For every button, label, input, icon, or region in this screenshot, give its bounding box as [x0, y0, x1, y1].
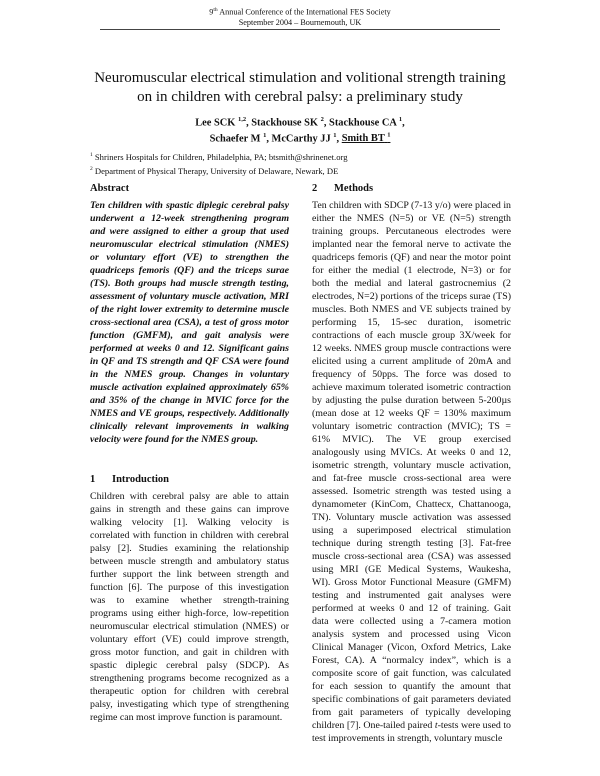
header-rule: [100, 29, 500, 30]
author-affiliation: 1: [333, 131, 337, 139]
author: Stackhouse SK: [251, 117, 318, 129]
affiliation-1: $^1$ Shriners Hospitals for Children, Philadelphia, PA; btsmith@shrinenet.org: [90, 151, 348, 162]
abstract-text: Ten children with spastic diplegic cerebral palsy underwent a 12-week strengthening program and were assigned to either a group that used neuromuscular electrical stimulation (NMES) or voluntary effort (VE) to strengthen the quadriceps femoris (QF) and the triceps surae (TS). Both groups had muscle strength testing, assessment of voluntary muscle activation, MRI of the right lower extremity to determine muscle cross-sectional area (CSA), a test of gross motor function (GMFM), and gait analysis were performed at weeks 0 and 12. Significant gains in QF and TS strength and QF CSA were found in the NMES group. Changes in voluntary muscle activation explained approximately 65% and 35% of the change in MVIC force for the NMES and VE groups, respectively. Additionally clinically relevant improvements in walking velocity were found for the NMES group.: [90, 200, 289, 445]
presenting-author: Smith BT $^1$: [341, 131, 391, 145]
author-affiliation: 1,2: [237, 116, 247, 123]
methods-heading: 2 Methods: [312, 183, 374, 194]
abstract-heading: Abstract: [90, 183, 130, 194]
author: Lee SCK: [195, 117, 236, 129]
introduction-heading: 1 Introduction: [90, 474, 169, 485]
conference-ordinal: 9: [209, 7, 214, 17]
author-affiliation: 1: [398, 116, 403, 123]
conference-date-place: September 2004 – Bournemouth, UK: [238, 18, 362, 28]
left-column: [90, 182, 289, 724]
title-line-1: Neuromuscular electrical stimulation and volitional strength training: [94, 70, 506, 86]
title-line-2: on in children with cerebral palsy: a preliminary study: [137, 89, 463, 105]
paper-title: [60, 69, 540, 107]
right-column: [312, 182, 511, 745]
conference-name: Annual Conference of the International FES Society: [217, 7, 391, 17]
author: Schaefer M: [209, 133, 261, 145]
author: Stackhouse CA: [329, 117, 397, 129]
author-affiliation: 2: [320, 116, 324, 123]
author-list: Lee SCK $^{1,2}$, Stackhouse SK $^2$, Stackhouse CA $^1$, Schaefer M $^1$, McCarthy JJ $^1$, Smith BT $^1$: [195, 116, 405, 145]
introduction-text: Children with cerebral palsy are able to attain gains in strength and these gains can improve walking velocity [1]. Walking velocity is correlated with function in children with cerebral palsy [2]. Studies examining the relationship between muscle strength and ambulatory status further support the link between strength and function [6]. The purpose of this investigation was to examine whether strength-training programs using either high-force, low-repetition neuromuscular electrical stimulation (NMES) or voluntary effort (VE) could improve strength, gross motor function, and gait in children with spastic diplegic cerebral palsy (SDCP). As strengthening programs become recognized as a therapeutic option for children with cerebral palsy, investigating which type of strengthening regime can most improve function is paramount.: [90, 491, 289, 723]
conference-header: [0, 5, 600, 29]
author-affiliation: 1: [387, 131, 391, 139]
author-affiliation: 1: [263, 131, 267, 139]
affiliation-2: $^2$ Department of Physical Therapy, University of Delaware, Newark, DE: [90, 165, 339, 176]
author: McCarthy JJ: [271, 133, 331, 145]
ordinal-suffix: th: [213, 7, 218, 13]
methods-text: Ten children with SDCP (7-13 y/o) were placed in either the NMES (N=5) or VE (N=5) strength training groups. Percutaneous electrodes were implanted near the femoral nerve to activate the quadriceps femoris (QF) and near the motor point for either the medial (1 electrode, N=3) or for both the medial and lateral gastrocnemius (2 electrodes, N=2) portions of the triceps surae (TS) muscles. Both NMES and VE subjects trained by performing 15, 15-sec duration, isometric contractions of each muscle group 3X/week for 12 weeks. NMES group muscle contractions were elicited using a current amplitude of 20mA and frequency of 50pps. The force was dosed to achieve maximum tolerated isometric contraction by adjusting the pulse duration between 5-200µs (mean dose at 12 weeks QF = 130% maximum voluntary isometric contraction (MVIC); TS = 61% MVIC). The VE group exercised analogously using MVICs. At weeks 0 and 12, isometric strength, voluntary muscle activation, and fat-free muscle cross-sectional area were assessed. Isometric strength was tested using a dynamometer (KinCom, Chattecx, Chattanooga, TN). Voluntary muscle activation was assessed using a superimposed electrical stimulation technique during strength testing [3]. Fat-free muscle cross-sectional area (CSA) was assessed using MRI (GE Medical Systems, Waukesha, WI). Gross Motor Functional Measure (GMFM) testing and instrumented gait analyses were performed at weeks 0 and 12 of training. Gait data were collected using a 7-camera motion analysis system and processed using Vicon Clinical Manager (Vicon, Oxford Metrics, Lake Forest, CA). A “normalcy index”, which is a composite score of gait function, was calculated for each session to quantify the amount that specific combinations of gait parameters deviated from gait parameters of typically developing children [7]. One-tailed paired t-tests were used to test improvements in strength, voluntary muscle: [312, 200, 511, 744]
affiliations: [90, 149, 510, 177]
